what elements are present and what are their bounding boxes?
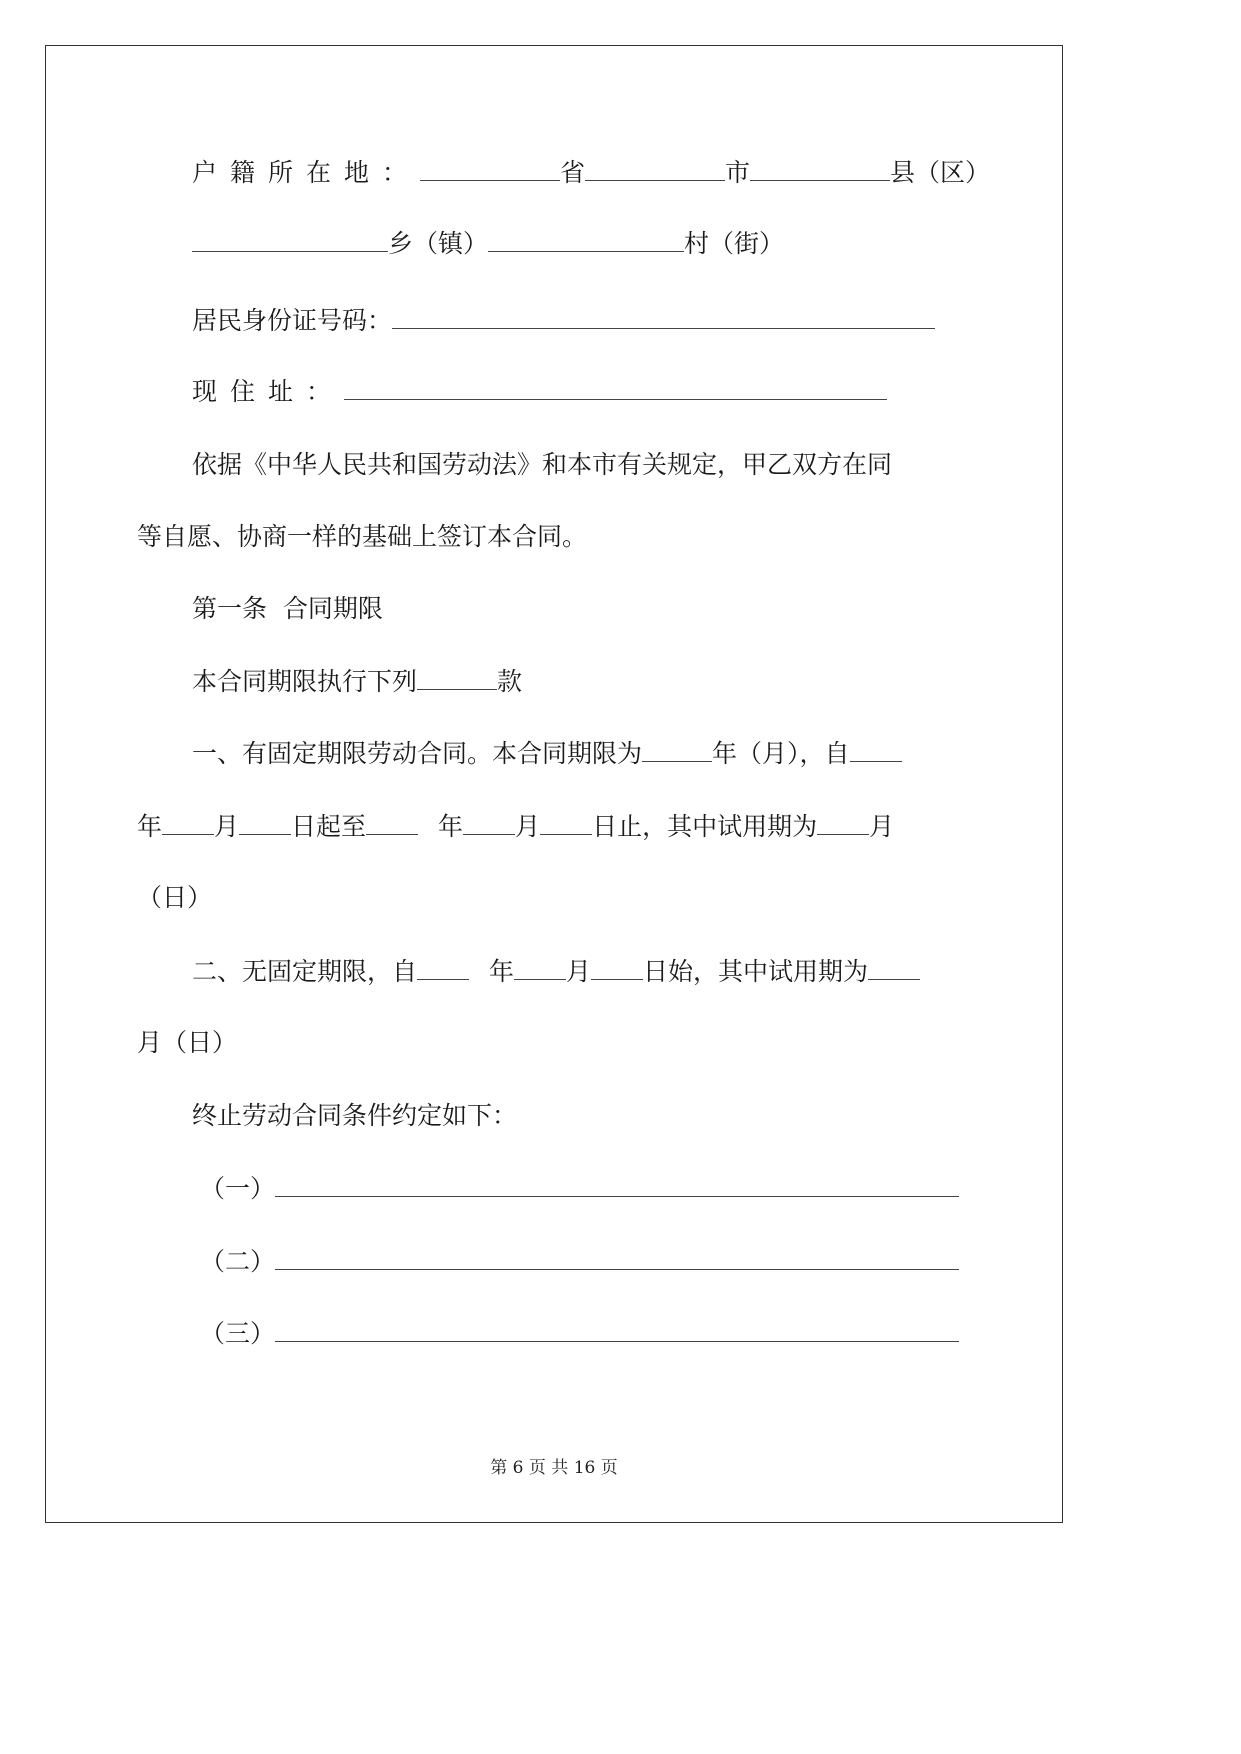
- county-unit: 县（区）: [890, 158, 991, 187]
- village-unit: 村（街）: [684, 229, 785, 258]
- fixed-end-month-unit: 月: [515, 812, 541, 841]
- open-start-year-unit: 年: [489, 957, 515, 986]
- township-blank[interactable]: [192, 227, 388, 252]
- fixed-probation-blank[interactable]: [817, 810, 869, 835]
- fixed-probation-text: 日止，其中试用期为: [592, 812, 818, 841]
- term-clause-blank[interactable]: [417, 665, 497, 690]
- fixed-start-year-blank[interactable]: [850, 737, 902, 762]
- fixed-end-month-blank[interactable]: [463, 810, 515, 835]
- fixed-term-line2: [137, 810, 894, 843]
- condition-label-1: （一）: [200, 1174, 276, 1203]
- id-number-line: [192, 304, 935, 337]
- fixed-start-day-unit: 日起至: [291, 812, 367, 841]
- fixed-term-unit: 年（月），自: [712, 739, 850, 768]
- fixed-term-line3: （日）: [137, 883, 213, 912]
- residence-label: 户籍所在地：: [192, 158, 421, 187]
- fixed-start-year-unit: 年: [137, 812, 163, 841]
- fixed-probation-unit: 月: [869, 812, 895, 841]
- open-start-month-blank[interactable]: [514, 955, 566, 980]
- township-line: [192, 227, 784, 260]
- fixed-end-year-unit: 年: [438, 812, 464, 841]
- condition-blank-1[interactable]: [275, 1172, 959, 1197]
- open-probation-blank[interactable]: [868, 955, 920, 980]
- termination-heading: 终止劳动合同条件约定如下：: [192, 1101, 518, 1130]
- open-start-day-blank[interactable]: [591, 955, 643, 980]
- open-term-line1: [192, 955, 920, 988]
- intro-paragraph-line1: 依据《中华人民共和国劳动法》和本市有关规定，甲乙双方在同: [192, 450, 893, 479]
- open-probation-text: 日始，其中试用期为: [643, 957, 869, 986]
- address-label: 现住址：: [192, 377, 345, 406]
- condition-label-2: （二）: [200, 1247, 276, 1276]
- province-unit: 省: [560, 158, 586, 187]
- condition-blank-3[interactable]: [275, 1317, 959, 1342]
- address-blank[interactable]: [344, 375, 887, 400]
- page-border: [45, 45, 1063, 1523]
- city-unit: 市: [725, 158, 751, 187]
- fixed-end-day-blank[interactable]: [540, 810, 592, 835]
- condition-label-3: （三）: [200, 1319, 276, 1348]
- term-clause-suffix: 款: [497, 667, 523, 696]
- township-unit: 乡（镇）: [388, 229, 489, 258]
- open-term-line2: 月（日）: [137, 1028, 238, 1057]
- fixed-term-line1: [192, 737, 902, 770]
- condition-item-1: [200, 1172, 959, 1205]
- province-blank[interactable]: [420, 156, 560, 181]
- open-term-prefix: 二、无固定期限，自: [192, 957, 418, 986]
- condition-item-2: [200, 1245, 959, 1278]
- id-number-blank[interactable]: [392, 304, 935, 329]
- fixed-start-day-blank[interactable]: [239, 810, 291, 835]
- fixed-end-year-blank[interactable]: [366, 810, 418, 835]
- article1-title: 第一条 合同期限: [192, 594, 383, 623]
- condition-blank-2[interactable]: [275, 1245, 959, 1270]
- page-footer: 第 6 页 共 16 页: [490, 1458, 618, 1478]
- open-start-month-unit: 月: [566, 957, 592, 986]
- residence-line: [192, 156, 990, 189]
- id-number-label: 居民身份证号码：: [192, 306, 393, 335]
- county-blank[interactable]: [750, 156, 890, 181]
- term-clause-line: [192, 665, 522, 698]
- address-line: [192, 375, 887, 408]
- term-clause-prefix: 本合同期限执行下列: [192, 667, 418, 696]
- condition-item-3: [200, 1317, 959, 1350]
- fixed-start-month-blank[interactable]: [162, 810, 214, 835]
- fixed-start-month-unit: 月: [214, 812, 240, 841]
- fixed-term-prefix: 一、有固定期限劳动合同。本合同期限为: [192, 739, 643, 768]
- intro-paragraph-line2: 等自愿、协商一样的基础上签订本合同。: [137, 522, 588, 551]
- village-blank[interactable]: [488, 227, 684, 252]
- fixed-term-length-blank[interactable]: [642, 737, 712, 762]
- city-blank[interactable]: [585, 156, 725, 181]
- open-start-year-blank[interactable]: [417, 955, 469, 980]
